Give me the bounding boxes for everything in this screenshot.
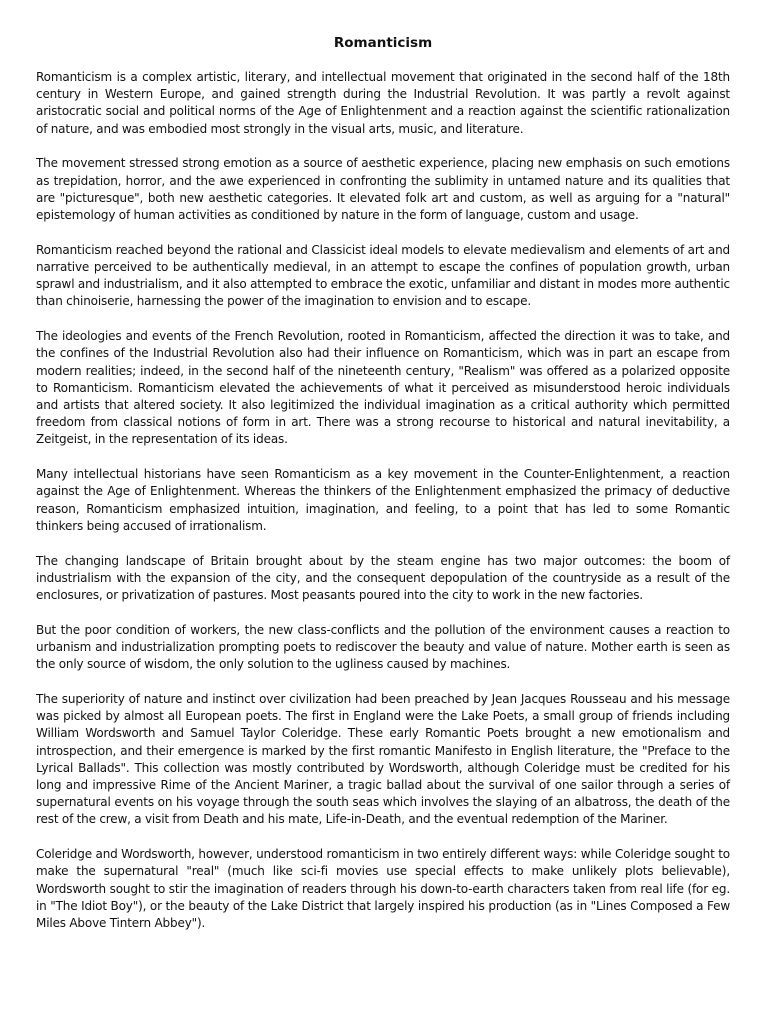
paragraph-7: But the poor condition of workers, the new class-conflicts and the pollution of the environment causes a reaction to urbanism and industrialization prompting poets to rediscover the beauty and value of nature. Mother earth is seen as the only source of wisdom, the only solution to the ugliness caused by machines.: [36, 622, 730, 672]
document-title: Romanticism: [333, 35, 433, 51]
paragraph-4: The ideologies and events of the French Revolution, rooted in Romanticism, affected the direction it was to take, and the confines of the Industrial Revolution also had their influence on Romanticism, which was in part an escape from modern realities; indeed, in the second half of the nineteenth century, "Realism" was offered as a polarized opposite to Romanticism. Romanticism elevated the achievements of what it perceived as misunderstood heroic individuals and artists that altered society. It also legitimized the individual imagination as a critical authority which permitted freedom from classical notions of form in art. There was a strong recourse to historical and natural inevitability, a Zeitgeist, in the representation of its ideas.: [36, 329, 730, 447]
paragraph-6: The changing landscape of Britain brought about by the steam engine has two major outcomes: the boom of industrialism with the expansion of the city, and the consequent depopulation of the countryside as a result of the enclosures, or privatization of pastures. Most peasants poured into the city to work in the new factories.: [36, 553, 730, 603]
document-page: [36, 34, 730, 950]
paragraph-1: Romanticism is a complex artistic, literary, and intellectual movement that originated in the second half of the 18th century in Western Europe, and gained strength during the Industrial Revolution. It was partly a revolt against aristocratic social and political norms of the Age of Enlightenment and a reaction against the scientific rationalization of nature, and was embodied most strongly in the visual arts, music, and literature.: [36, 70, 730, 136]
paragraph-8: The superiority of nature and instinct over civilization had been preached by Jean Jacques Rousseau and his message was picked by almost all European poets. The first in England were the Lake Poets, a small group of friends including William Wordsworth and Samuel Taylor Coleridge. These early Romantic Poets brought a new emotionalism and introspection, and their emergence is marked by the first romantic Manifesto in English literature, the "Preface to the Lyrical Ballads". This collection was mostly contributed by Wordsworth, although Coleridge must be credited for his long and impressive Rime of the Ancient Mariner, a tragic ballad about the survival of one sailor through a series of supernatural events on his voyage through the south seas which involves the slaying of an albatross, the death of the rest of the crew, a visit from Death and his mate, Life-in-Death, and the eventual redemption of the Mariner.: [36, 692, 730, 827]
paragraph-2: The movement stressed strong emotion as a source of aesthetic experience, placing new emphasis on such emotions as trepidation, horror, and the awe experienced in confronting the sublimity in untamed nature and its qualities that are "picturesque", both new aesthetic categories. It elevated folk art and custom, as well as arguing for a "natural" epistemology of human activities as conditioned by nature in the form of language, custom and usage.: [36, 156, 730, 223]
paragraph-5: Many intellectual historians have seen Romanticism as a key movement in the Counter-Enlightenment, a reaction against the Age of Enlightenment. Whereas the thinkers of the Enlightenment emphasized the primacy of deductive reason, Romanticism emphasized intuition, imagination, and feeling, to a point that has led to some Romantic thinkers being accused of irrationalism.: [36, 467, 730, 533]
paragraph-9: Coleridge and Wordsworth, however, understood romanticism in two entirely different ways: while Coleridge sought to make the supernatural "real" (much like sci-fi movies use special effects to make unlikely plots believable), Wordsworth sought to stir the imagination of readers through his down-to-earth characters taken from real life (for eg. in "The Idiot Boy"), or the beauty of the Lake District that largely inspired his production (as in "Lines Composed a Few Miles Above Tintern Abbey").: [36, 847, 730, 931]
paragraph-3: Romanticism reached beyond the rational and Classicist ideal models to elevate medievalism and elements of art and narrative perceived to be authentically medieval, in an attempt to escape the confines of population growth, urban sprawl and industrialism, and it also attempted to embrace the exotic, unfamiliar and distant in modes more authentic than chinoiserie, harnessing the power of the imagination to envision and to escape.: [36, 242, 730, 309]
